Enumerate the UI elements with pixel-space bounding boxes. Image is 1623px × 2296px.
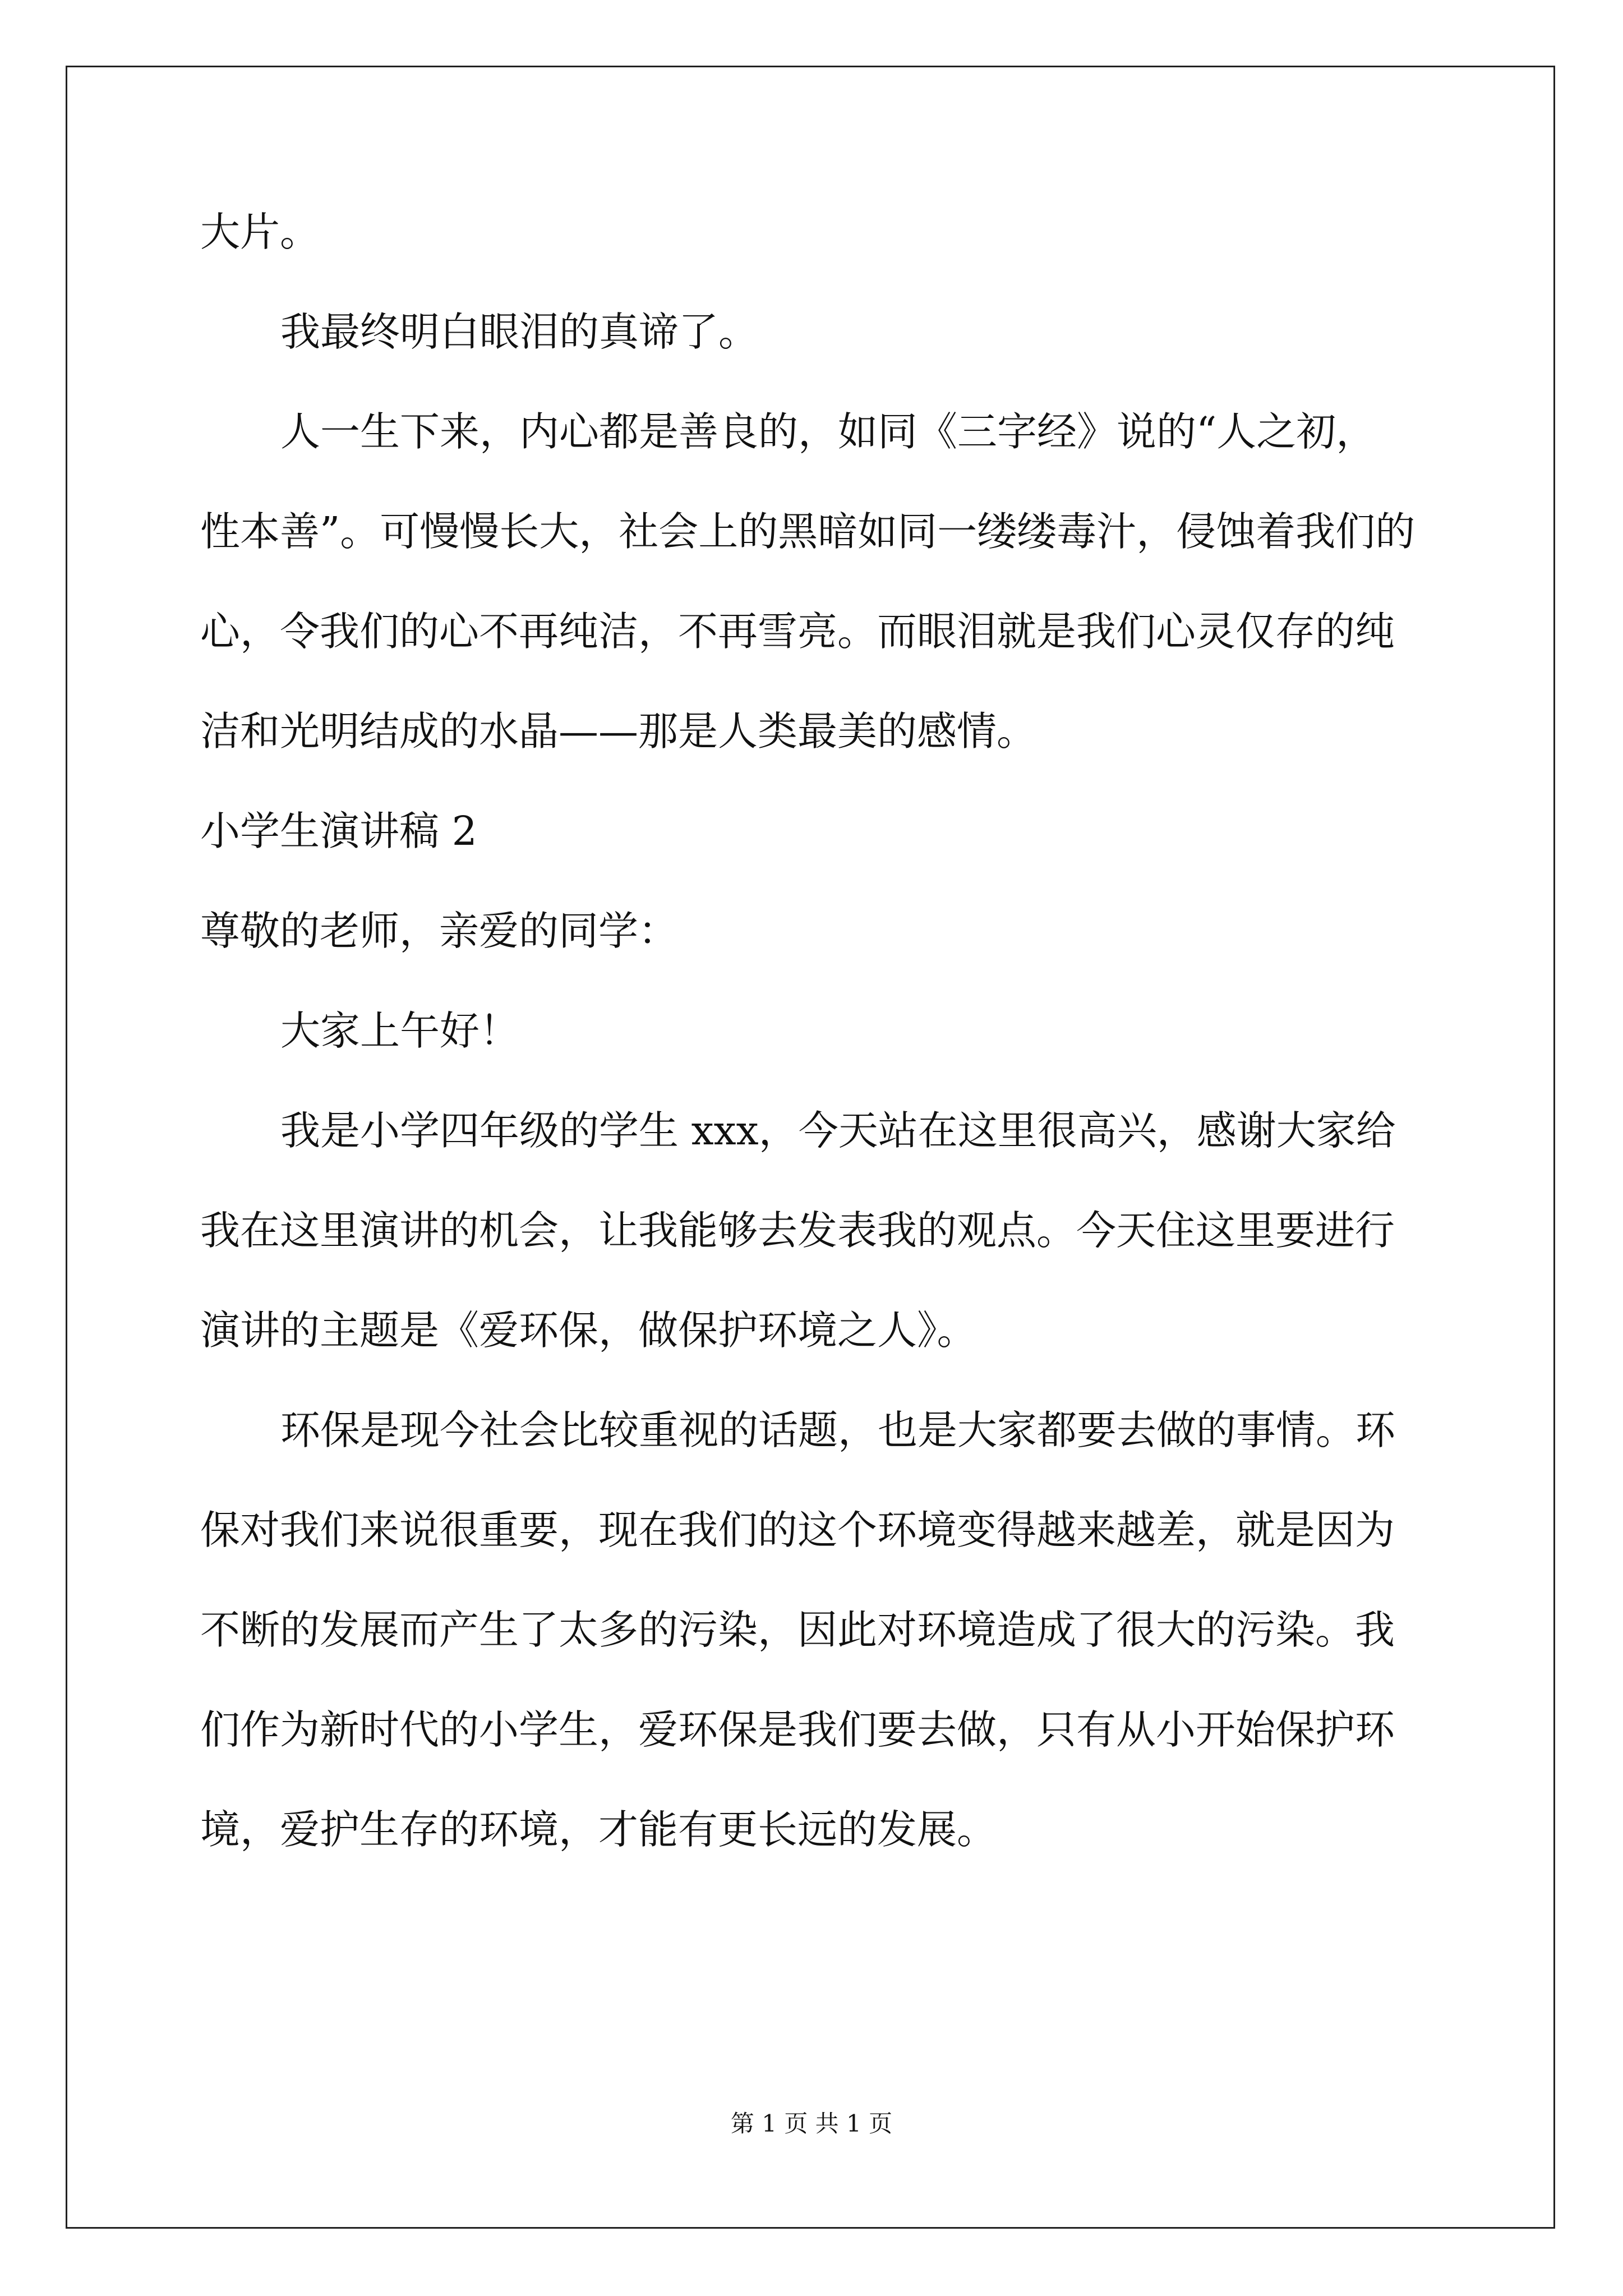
text-line: 心，令我们的心不再纯洁，不再雪亮。而眼泪就是我们心灵仅存的纯	[200, 608, 1395, 655]
text-line: 我最终明白眼泪的真谛了。	[280, 309, 759, 355]
text-line: 境，爱护生存的环境，才能有更长远的发展。	[200, 1806, 997, 1853]
text-line: 演讲的主题是《爱环保，做保护环境之人》。	[200, 1307, 977, 1354]
text-line: 环保是现今社会比较重视的话题，也是大家都要去做的事情。环	[280, 1407, 1396, 1453]
text-line: 不断的发展而产生了太多的污染，因此对环境造成了很大的污染。我	[200, 1607, 1395, 1653]
speech-title: 小学生演讲稿 2	[200, 808, 477, 854]
salutation: 尊敬的老师，亲爱的同学：	[200, 908, 679, 954]
text-line: 性本善”。可慢慢长大，社会上的黑暗如同一缕缕毒汁，侵蚀着我们的	[200, 508, 1415, 555]
text-line: 我在这里演讲的机会，让我能够去发表我的观点。今天住这里要进行	[200, 1207, 1395, 1254]
text-line: 保对我们来说很重要，现在我们的这个环境变得越来越差，就是因为	[200, 1507, 1395, 1553]
text-line: 们作为新时代的小学生，爱环保是我们要去做，只有从小开始保护环	[200, 1706, 1395, 1753]
greeting: 大家上午好！	[280, 1007, 520, 1054]
text-line: 我是小学四年级的学生 xxx，今天站在这里很高兴，感谢大家给	[280, 1107, 1396, 1154]
text-line: 洁和光明结成的水晶——那是人类最美的感情。	[200, 708, 1037, 754]
page-footer: 第 1 页 共 1 页	[730, 2110, 893, 2137]
text-line: 大片。	[200, 209, 320, 255]
text-line: 人一生下来，内心都是善良的，如同《三字经》说的“人之初，	[280, 408, 1376, 455]
